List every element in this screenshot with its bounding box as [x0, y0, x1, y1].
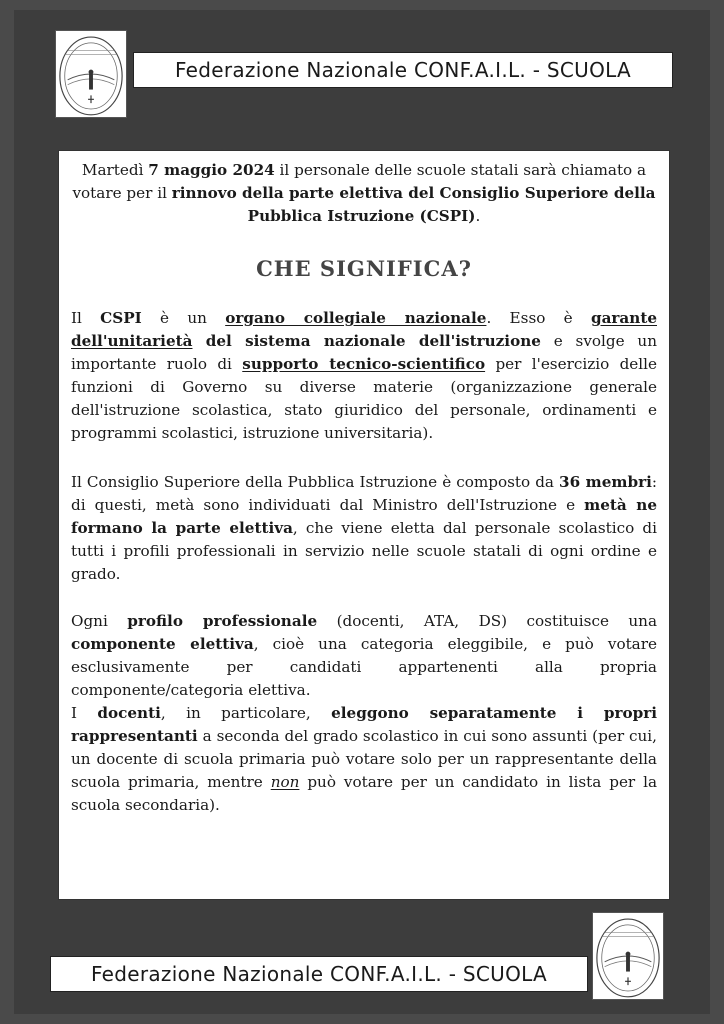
footer-title: Federazione Nazionale CONF.A.I.L. - SCUOLA: [50, 956, 588, 992]
intro-paragraph: Martedì 7 maggio 2024 il personale delle scuole statali sarà chiamato a votare per il rinnovo della parte elettiva del Consiglio Superiore della Pubblica Istruzione (CSPI).: [72, 161, 656, 225]
paragraph-teachers: I docenti, in particolare, eleggono separatamente i propri rappresentanti a seconda del grado scolastico in cui sono assunti (per cui, un docente di scuola primaria può votare solo per un rappresentante della scuola primaria, mentre non può votare per un candidato in lista per la scuola secondaria).: [71, 704, 658, 814]
header-title: Federazione Nazionale CONF.A.I.L. - SCUOLA: [133, 52, 673, 88]
paragraph-cspi: Il CSPI è un organo collegiale nazionale. Esso è garante dell'unitarietà del sistema nazionale dell'istruzione e svolge un importante ruolo di supporto tecnico-scientifico per l'esercizio delle funzioni di Governo su diverse materie (organizzazione generale dell'istruzione scolastica, stato giuridico del personale, ordinamenti e programmi scolastici, istruzione universitaria).: [71, 309, 657, 442]
document-body: [58, 150, 670, 900]
section-heading: CHE SIGNIFICA?: [256, 256, 472, 281]
confail-seal-icon: [592, 912, 664, 1000]
paragraph-composition: Il Consiglio Superiore della Pubblica Istruzione è composto da 36 membri: di questi, metà sono individuati dal Ministro dell'Istruzione e metà ne formano la parte elettiva, che viene eletta dal personale scolastico di tutti i profili professionali in servizio nelle scuole statali di ogni ordine e grado.: [71, 473, 657, 583]
confail-seal-icon: [55, 30, 127, 118]
paragraph-profiles: Ogni profilo professionale (docenti, ATA, DS) costituisce una componente elettiva, cioè una categoria eleggibile, e può votare esclusivamente per candidati appartenenti alla propria componente/categoria elettiva.: [71, 612, 658, 699]
